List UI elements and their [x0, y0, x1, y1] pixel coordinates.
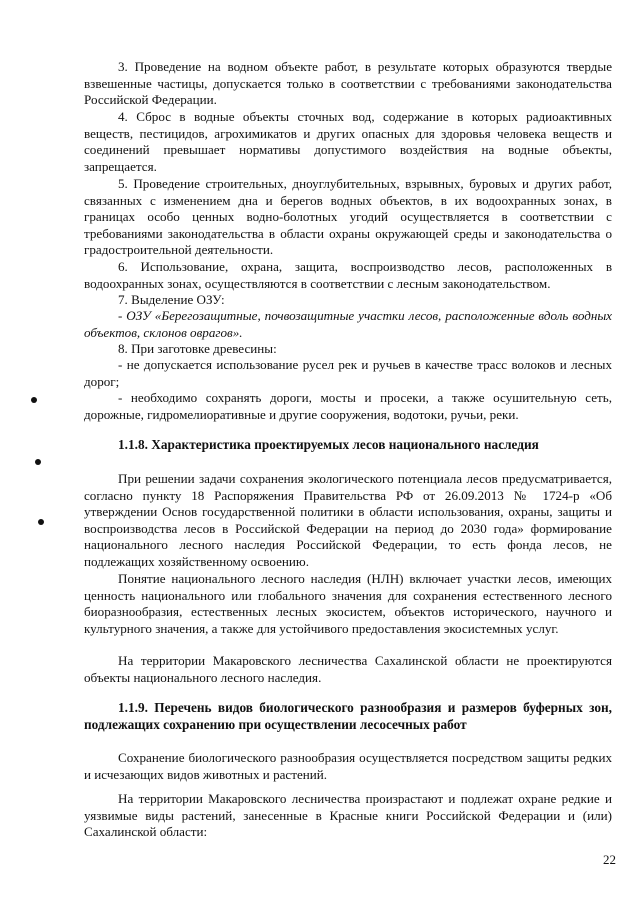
section-118-paragraph-1: При решении задачи сохранения экологического потенциала лесов предусматривается, согласно пункту 18 Распоряжения Правительства РФ от 26.09.2013 № 1724-р «Об утверждении Основ государственной политики в области использования, охраны, защиты и воспроизводства лесов в Российской Федерации на период до 2030 года» формирование национального лесного наследия Российской Федерации, то есть фонда лесов, не подлежащих хозяйственному освоению.	[84, 471, 612, 569]
section-119-paragraph-1: Сохранение биологического разнообразия осуществляется посредством защиты редких и исчезающих видов животных и растений.	[84, 750, 612, 782]
section-118-paragraph-3: На территории Макаровского лесничества Сахалинской области не проектируются объекты национального лесного наследия.	[84, 653, 612, 685]
harvest-item-1: - не допускается использование русел рек и ручьев в качестве трасс волоков и лесных дорог;	[84, 357, 612, 389]
harvest-item-2: - необходимо сохранять дороги, мосты и просеки, а также осушительную сеть, дорожные, гидромелиоративные и другие сооружения, водотоки, ручьи, реки.	[84, 390, 612, 422]
binder-hole-mark	[31, 397, 37, 403]
binder-hole-mark	[35, 459, 41, 465]
ozu-label: 7. Выделение ОЗУ:	[118, 292, 225, 307]
harvest-label: 8. При заготовке древесины:	[118, 341, 277, 356]
section-118-paragraph-2: Понятие национального лесного наследия (НЛН) включает участки лесов, имеющих ценность национального или глобального значения для сохранения естественного лесного биоразнообразия, естественных лесных экосистем, объектов исторического, научного и культурного значения, а также для устойчивого предоставления экосистемных услуг.	[84, 571, 612, 636]
section-heading-1-1-8: 1.1.8. Характеристика проектируемых лесов национального наследия	[118, 437, 539, 452]
paragraph-item-3: 3. Проведение на водном объекте работ, в результате которых образуются твердые взвешенные частицы, допускается только в соответствии с требованиями законодательства Российской Федерации.	[84, 59, 612, 108]
section-heading-1-1-9: 1.1.9. Перечень видов биологического разнообразия и размеров буферных зон, подлежащих сохранению при осуществлении лесосечных работ	[84, 700, 612, 732]
section-119-paragraph-2: На территории Макаровского лесничества произрастают и подлежат охране редкие и уязвимые виды растений, занесенные в Красные книги Российской Федерации и (или) Сахалинской области:	[84, 791, 612, 840]
binder-hole-mark	[38, 519, 44, 525]
paragraph-item-4: 4. Сброс в водные объекты сточных вод, содержание в которых радиоактивных веществ, пестицидов, агрохимикатов и других опасных для здоровья человека веществ и соединений превышает нормативы допустимого воздействия на водные объекты, запрещается.	[84, 109, 612, 174]
ozu-item: - ОЗУ «Берегозащитные, почвозащитные участки лесов, расположенные вдоль водных объектов, склонов оврагов».	[84, 308, 612, 340]
paragraph-item-6: 6. Использование, охрана, защита, воспроизводство лесов, расположенных в водоохранных зонах, осуществляются в соответствии с лесным законодательством.	[84, 259, 612, 291]
page-number: 22	[603, 852, 616, 867]
paragraph-item-5: 5. Проведение строительных, дноуглубительных, взрывных, буровых и других работ, связанных с изменением дна и берегов водных объектов, в их водоохранных зонах, в границах особо ценных водно-болотных угодий осуществляется в соответствии с требованиями законодательства в области охраны окружающей среды и законодательства о градостроительной деятельности.	[84, 176, 612, 258]
